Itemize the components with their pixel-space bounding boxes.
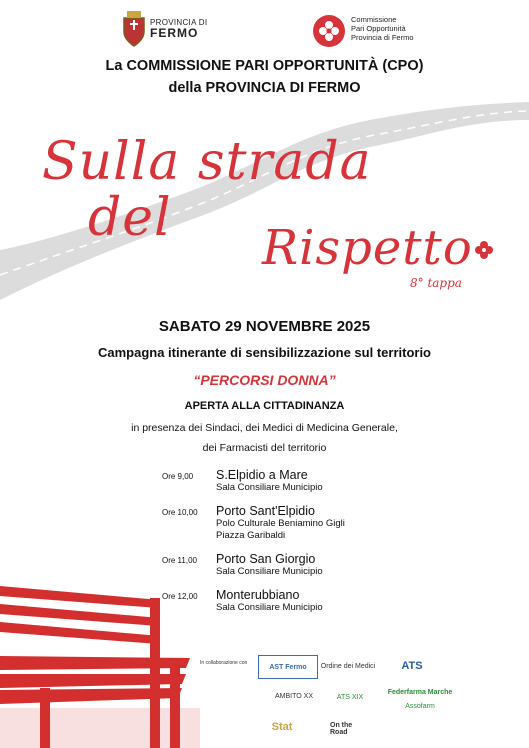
campaign-description: Campagna itinerante di sensibilizzazione sul territorio xyxy=(97,345,431,360)
schedule-venue: Sala Consiliare Municipio xyxy=(216,566,323,577)
schedule-place: Porto Sant'Elpidio xyxy=(216,504,315,518)
schedule-place: Porto San Giorgio xyxy=(216,552,316,566)
schedule-venue: Sala Consiliare Municipio xyxy=(216,602,323,613)
coat-of-arms-icon xyxy=(120,10,148,48)
sponsor-logo: Assofarm xyxy=(405,702,435,710)
schedule-item xyxy=(160,468,460,494)
schedule-place: S.Elpidio a Mare xyxy=(216,468,308,482)
schedule-time: Ore 11,00 xyxy=(162,556,197,565)
schedule-place: Monterubbiano xyxy=(216,588,300,602)
cpo-line2: Pari Opportunità xyxy=(351,24,406,33)
schedule-item xyxy=(160,588,460,614)
sponsor-logo: ATS XIX xyxy=(336,693,364,701)
stage-label: 8° tappa xyxy=(410,276,462,290)
event-title-line3: Rispetto xyxy=(262,220,473,276)
open-to-public: APERTA ALLA CITTADINANZA xyxy=(184,400,345,412)
schedule-time: Ore 12,00 xyxy=(162,592,198,601)
province-small-label: PROVINCIA DI xyxy=(150,18,208,27)
sponsor-logo: Federfarma Marche xyxy=(387,688,453,696)
schedule-venue: Sala Consiliare Municipio xyxy=(216,482,323,493)
sponsor-logo: On the Road xyxy=(330,722,353,736)
sponsor-logo: Stat xyxy=(271,721,293,733)
collaboration-label: In collaborazione con xyxy=(200,660,248,666)
event-title-line2: del xyxy=(88,188,172,248)
sponsor-logo: AST Fermo xyxy=(258,655,318,679)
schedule-time: Ore 9,00 xyxy=(162,472,194,481)
schedule-time: Ore 10,00 xyxy=(162,508,198,517)
sponsor-logo: AMBITO XX xyxy=(275,692,313,700)
cpo-line1: Commissione xyxy=(351,15,397,24)
schedule-venue: Piazza Garibaldi xyxy=(216,530,286,541)
event-date: SABATO 29 NOVEMBRE 2025 xyxy=(158,318,371,335)
presence-line: in presenza dei Sindaci, dei Medici di Medicina Generale, xyxy=(131,422,398,434)
sponsor-logo: ATS xyxy=(401,660,423,672)
flower-icon xyxy=(474,240,494,265)
organizer-title: La COMMISSIONE PARI OPPORTUNITÀ (CPO) xyxy=(105,58,424,74)
event-title-line1: Sulla strada xyxy=(42,132,372,192)
schedule-item xyxy=(160,552,460,578)
organizer-subtitle: della PROVINCIA DI FERMO xyxy=(168,80,361,96)
schedule xyxy=(160,468,460,624)
cpo-wordmark xyxy=(351,15,414,42)
program-name: “PERCORSI DONNA” xyxy=(193,372,336,388)
pharmacists-line: dei Farmacisti del territorio xyxy=(202,442,327,454)
cpo-flower-icon xyxy=(312,14,346,48)
schedule-item xyxy=(160,504,460,542)
province-name: FERMO xyxy=(150,26,199,40)
provincia-fermo-wordmark xyxy=(150,18,207,38)
cpo-line3: Provincia di Fermo xyxy=(351,33,414,42)
sponsor-logo: Ordine dei Medici xyxy=(320,662,376,670)
red-bench-illustration xyxy=(0,578,200,748)
schedule-venue: Polo Culturale Beniamino Gigli xyxy=(216,518,345,529)
